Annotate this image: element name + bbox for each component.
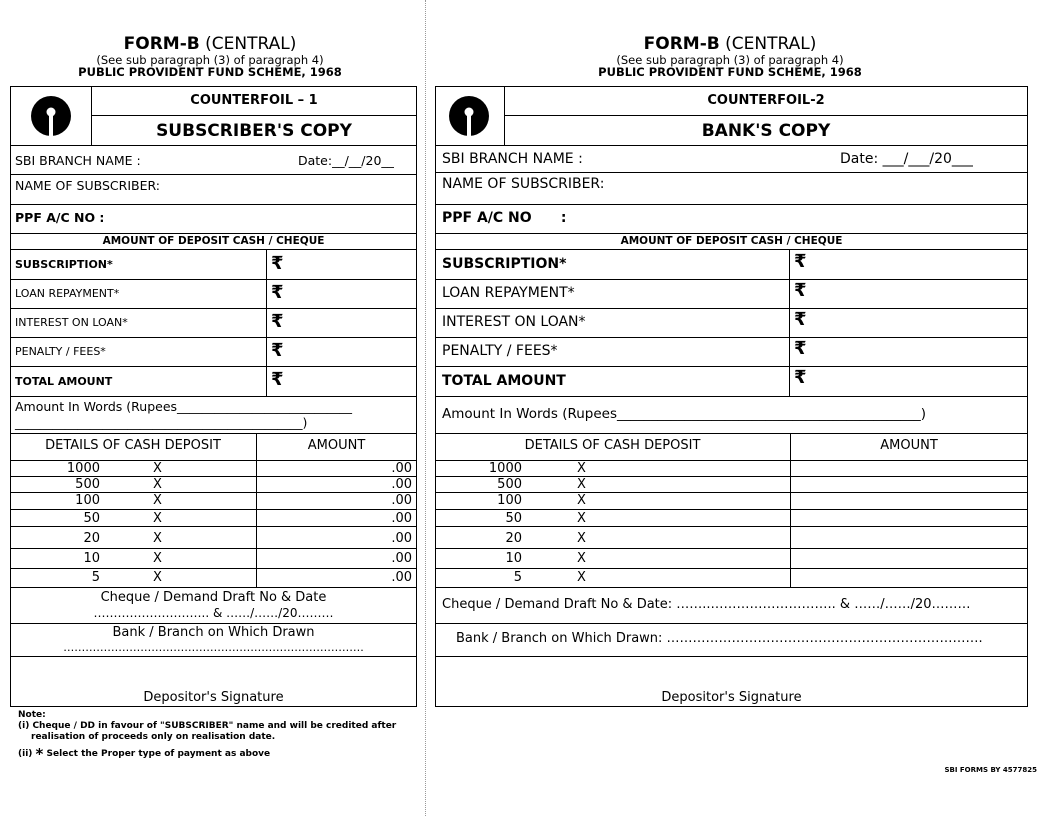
subscription-label: SUBSCRIPTION* — [442, 256, 567, 272]
denomination-20: 20 — [83, 531, 100, 546]
cheque-dd-label: Cheque / Demand Draft No & Date — [100, 590, 327, 605]
form-subtitle: (CENTRAL) — [199, 34, 297, 54]
interest-on-loan-label: INTEREST ON LOAN* — [15, 316, 128, 329]
branch-name-label: SBI BRANCH NAME : — [442, 151, 583, 167]
cut-line — [425, 0, 426, 816]
denomination-20: 20 — [505, 531, 522, 546]
multiply-x: X — [153, 570, 162, 585]
denomination-10: 10 — [83, 551, 100, 566]
bank-branch-label: Bank / Branch on Which Drawn — [112, 625, 315, 640]
amount-zero: .00 — [391, 570, 412, 585]
denomination-50: 50 — [83, 511, 100, 526]
rupee-icon: ₹ — [271, 340, 284, 361]
amount-column-header: AMOUNT — [307, 438, 366, 453]
rupee-icon: ₹ — [794, 280, 807, 301]
rupee-icon: ₹ — [794, 309, 807, 330]
amount-in-words-line1: Amount In Words (Rupees____________________________ — [15, 399, 353, 414]
form-title: FORM-B — [123, 34, 200, 54]
note-item-2-prefix: (ii) — [18, 749, 33, 759]
note-item-1: (i) Cheque / DD in favour of "SUBSCRIBER" name and will be credited after — [18, 721, 397, 731]
amount-zero: .00 — [391, 551, 412, 566]
multiply-x: X — [577, 461, 586, 476]
amount-in-words-line2: ______________________________________________) — [15, 415, 308, 430]
denomination-50: 50 — [505, 511, 522, 526]
amount-zero: .00 — [391, 531, 412, 546]
multiply-x: X — [153, 493, 162, 508]
total-amount-label: TOTAL AMOUNT — [442, 373, 566, 389]
amount-in-words: Amount In Words (Rupees_____________________________________________) — [442, 406, 927, 422]
loan-repayment-label: LOAN REPAYMENT* — [442, 285, 575, 301]
multiply-x: X — [577, 477, 586, 492]
sbi-logo — [447, 94, 491, 138]
counterfoil-title: COUNTERFOIL – 1 — [190, 93, 318, 108]
subscription-label: SUBSCRIPTION* — [15, 258, 113, 271]
penalty-fees-label: PENALTY / FEES* — [442, 343, 558, 359]
form-sub-paragraph: (See sub paragraph (3) of paragraph 4) — [616, 52, 844, 67]
amount-column-header: AMOUNT — [880, 438, 938, 453]
amount-of-deposit-header: AMOUNT OF DEPOSIT CASH / CHEQUE — [620, 235, 843, 247]
multiply-x: X — [153, 511, 162, 526]
rupee-icon: ₹ — [271, 282, 284, 303]
note-item-2 — [18, 745, 270, 763]
form-subtitle: (CENTRAL) — [719, 34, 817, 54]
note-title: Note: — [18, 710, 46, 720]
denomination-100: 100 — [497, 493, 522, 508]
cheque-dd-blank: ……………………….. & ……/……/20……… — [93, 606, 334, 620]
note-item-2-text: Select the Proper type of payment as above — [46, 749, 271, 759]
footer-print-code: SBI FORMS BY 4577825 — [944, 766, 1037, 774]
cash-deposit-header: DETAILS OF CASH DEPOSIT — [524, 438, 701, 453]
denomination-100: 100 — [75, 493, 100, 508]
denomination-1000: 1000 — [66, 461, 100, 476]
amount-zero: .00 — [391, 461, 412, 476]
form-title: FORM-B — [643, 34, 720, 54]
counterfoil-title: COUNTERFOIL-2 — [707, 93, 825, 108]
scheme-title: PUBLIC PROVIDENT FUND SCHEME, 1968 — [598, 64, 862, 79]
scheme-title: PUBLIC PROVIDENT FUND SCHEME, 1968 — [78, 64, 342, 79]
loan-repayment-label: LOAN REPAYMENT* — [15, 287, 120, 300]
penalty-fees-label: PENALTY / FEES* — [15, 345, 106, 358]
cash-deposit-header: DETAILS OF CASH DEPOSIT — [45, 438, 221, 453]
branch-name-label: SBI BRANCH NAME : — [15, 153, 141, 168]
amount-zero: .00 — [391, 511, 412, 526]
sbi-logo — [29, 94, 73, 138]
left-form-header — [10, 36, 410, 78]
subscriber-name-label: NAME OF SUBSCRIBER: — [442, 176, 605, 192]
rupee-icon: ₹ — [271, 253, 284, 274]
amount-of-deposit-header: AMOUNT OF DEPOSIT CASH / CHEQUE — [102, 235, 325, 247]
multiply-x: X — [577, 531, 586, 546]
depositor-signature-label: Depositor's Signature — [143, 690, 284, 705]
ppf-account-label: PPF A/C NO : — [442, 210, 567, 226]
denomination-500: 500 — [497, 477, 522, 492]
multiply-x: X — [577, 570, 586, 585]
note-item-1-cont: realisation of proceeds only on realisation date. — [31, 732, 276, 742]
date-field: Date:__/__/20__ — [298, 153, 394, 168]
multiply-x: X — [153, 531, 162, 546]
bank-branch-label: Bank / Branch on Which Drawn: ………………………………………………………………. — [456, 631, 983, 646]
cheque-dd-label: Cheque / Demand Draft No & Date: ……..……………………….. & ……/……/20……… — [442, 597, 971, 612]
copy-title: SUBSCRIBER'S COPY — [156, 121, 352, 141]
multiply-x: X — [577, 511, 586, 526]
rupee-icon: ₹ — [794, 251, 807, 272]
denomination-5: 5 — [91, 570, 100, 585]
total-amount-label: TOTAL AMOUNT — [15, 375, 113, 388]
date-field: Date: ___/___/20___ — [840, 151, 973, 167]
multiply-x: X — [577, 493, 586, 508]
right-form-header — [430, 36, 1030, 78]
multiply-x: X — [153, 551, 162, 566]
asterisk-icon: * — [35, 745, 44, 763]
rupee-icon: ₹ — [271, 311, 284, 332]
subscriber-name-label: NAME OF SUBSCRIBER: — [15, 178, 161, 193]
rupee-icon: ₹ — [794, 367, 807, 388]
interest-on-loan-label: INTEREST ON LOAN* — [442, 314, 586, 330]
denomination-5: 5 — [513, 570, 522, 585]
depositor-signature-label: Depositor's Signature — [661, 690, 802, 705]
bank-branch-blank: ………………………………………………………………………. — [63, 641, 364, 654]
amount-zero: .00 — [391, 493, 412, 508]
multiply-x: X — [577, 551, 586, 566]
denomination-500: 500 — [75, 477, 100, 492]
denomination-10: 10 — [505, 551, 522, 566]
form-sub-paragraph: (See sub paragraph (3) of paragraph 4) — [96, 52, 324, 67]
rupee-icon: ₹ — [271, 369, 284, 390]
amount-zero: .00 — [391, 477, 412, 492]
ppf-account-label: PPF A/C NO : — [15, 210, 105, 225]
copy-title: BANK'S COPY — [701, 121, 831, 141]
denomination-1000: 1000 — [488, 461, 522, 476]
multiply-x: X — [153, 477, 162, 492]
rupee-icon: ₹ — [794, 338, 807, 359]
multiply-x: X — [153, 461, 162, 476]
